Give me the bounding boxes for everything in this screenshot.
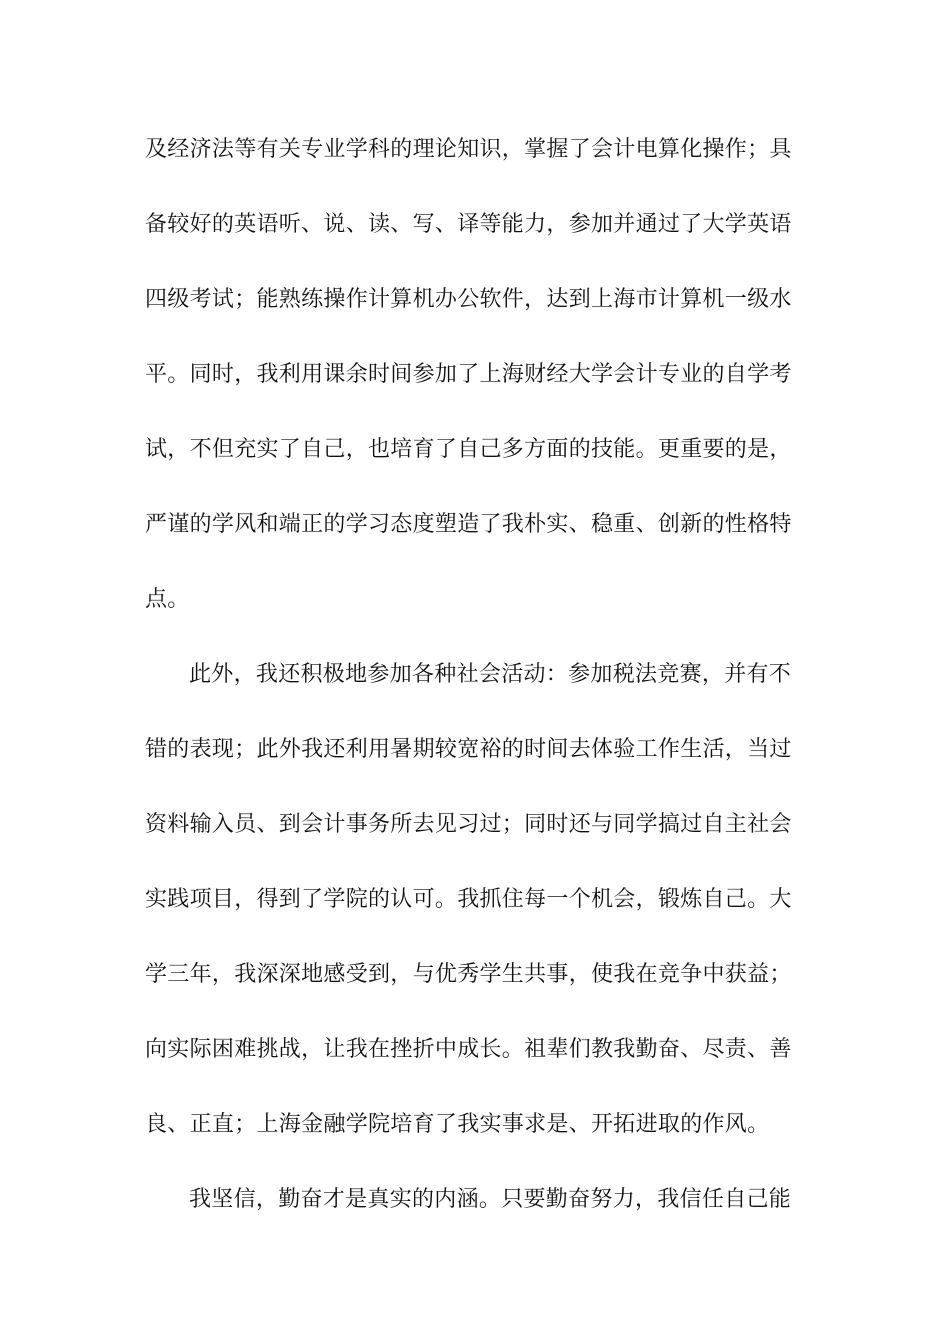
text-line: 良、正直；上海金融学院培育了我实事求是、开拓进取的作风。 bbox=[145, 1112, 770, 1137]
text-line: 学三年，我深深地感受到，与优秀学生共事，使我在竞争中获益； bbox=[145, 962, 792, 987]
paragraph-start-line: 我坚信，勤奋才是真实的内涵。只要勤奋努力，我信任自己能 bbox=[189, 1187, 792, 1212]
text-line: 备较好的英语听、说、读、写、译等能力，参加并通过了大学英语 bbox=[145, 212, 792, 237]
text-line: 向实际困难挑战，让我在挫折中成长。祖辈们教我勤奋、尽责、善 bbox=[145, 1037, 792, 1062]
text-line: 试，不但充实了自己，也培育了自己多方面的技能。更重要的是， bbox=[145, 437, 792, 462]
text-line: 资料输入员、到会计事务所去见习过；同时还与同学搞过自主社会 bbox=[145, 812, 792, 837]
text-line: 错的表现；此外我还利用暑期较宽裕的时间去体验工作生活，当过 bbox=[145, 737, 792, 762]
text-line: 点。 bbox=[145, 587, 190, 612]
text-line: 及经济法等有关专业学科的理论知识，掌握了会计电算化操作；具 bbox=[145, 137, 792, 162]
text-line: 严谨的学风和端正的学习态度塑造了我朴实、稳重、创新的性格特 bbox=[145, 512, 792, 537]
paragraph-start-line: 此外，我还积极地参加各种社会活动：参加税法竞赛，并有不 bbox=[189, 662, 792, 687]
text-line: 平。同时，我利用课余时间参加了上海财经大学会计专业的自学考 bbox=[145, 362, 792, 387]
text-line: 实践项目，得到了学院的认可。我抓住每一个机会，锻炼自己。大 bbox=[145, 887, 792, 912]
text-line: 四级考试；能熟练操作计算机办公软件，达到上海市计算机一级水 bbox=[145, 287, 792, 312]
